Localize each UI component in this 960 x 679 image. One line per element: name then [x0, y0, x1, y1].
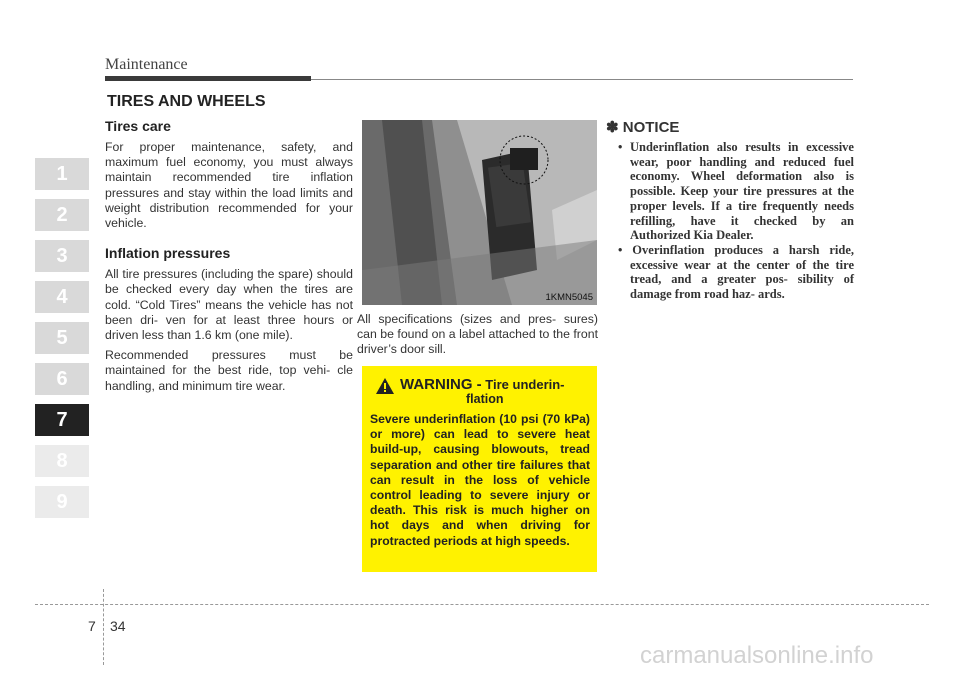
- chapter-tab-7[interactable]: 7: [35, 404, 89, 436]
- tires-care-heading: Tires care: [105, 118, 171, 134]
- photo-caption: 1KMN5045: [545, 292, 593, 303]
- warning-topic-line2: flation: [466, 392, 504, 406]
- chapter-tab-6[interactable]: 6: [35, 363, 89, 395]
- inflation-paragraph-2: Recommended pressures must be maintained for the best ride, top vehi- cle handling, and minimum tire wear.: [105, 348, 353, 393]
- chapter-tabs: [35, 158, 89, 527]
- header-bar: [105, 76, 311, 81]
- warning-triangle-icon: [376, 378, 394, 394]
- footer-chapter-number: 7: [88, 618, 96, 634]
- chapter-tab-1[interactable]: 1: [35, 158, 89, 190]
- watermark: carmanualsonline.info: [640, 642, 874, 669]
- warning-label: WARNING -: [400, 376, 482, 393]
- door-sill-photo: [362, 120, 597, 305]
- chapter-tab-3[interactable]: 3: [35, 240, 89, 272]
- chapter-tab-9[interactable]: 9: [35, 486, 89, 518]
- header-rule: [311, 79, 853, 80]
- chapter-tab-8[interactable]: 8: [35, 445, 89, 477]
- left-column: [105, 118, 353, 399]
- footer-divider: [103, 589, 104, 665]
- chapter-tab-2[interactable]: 2: [35, 199, 89, 231]
- notice-list: [606, 140, 854, 302]
- tires-care-body: For proper maintenance, safety, and maximum fuel economy, you must always maintain recommended tire inflation pressures and stay within the load limits and weight distribution recommended for your vehicle.: [105, 140, 353, 231]
- chapter-tab-4[interactable]: 4: [35, 281, 89, 313]
- spec-text: All specifications (sizes and pres- sures) can be found on a label attached to the front driver’s door sill.: [357, 312, 598, 357]
- warning-body: Severe underinflation (10 psi (70 kPa) or more) can lead to severe heat build-up, causing blowouts, tread separation and other tire failures that can result in the loss of vehicle control leading to severe injury or death. This risk is much higher on hot days and when driving for protracted periods at high speeds.: [370, 412, 590, 548]
- notice-title: ✽ NOTICE: [606, 119, 680, 136]
- warning-heading: [400, 376, 565, 393]
- footer-page-number: 34: [110, 618, 126, 634]
- notice-item: • Overinflation produces a harsh ride, excessive wear at the center of the tire tread, and a greater pos- sibility of damage from road haz- ards.: [606, 243, 854, 302]
- door-sill-illustration: [362, 120, 597, 305]
- footer-rule: [35, 604, 929, 605]
- warning-topic-line1: Tire underin-: [485, 377, 565, 392]
- inflation-heading: Inflation pressures: [105, 245, 231, 262]
- chapter-tab-5[interactable]: 5: [35, 322, 89, 354]
- section-title: TIRES AND WHEELS: [107, 93, 266, 110]
- notice-item: • Underinflation also results in excessive wear, poor handling and reduced fuel economy. Wheel deformation also is possible. Keep your tire pressures at the proper levels. If a tire frequently needs refilling, have it checked by an Authorized Kia Dealer.: [606, 140, 854, 243]
- warning-box: [362, 366, 597, 572]
- inflation-paragraph-1: All tire pressures (including the spare) should be checked every day when the tires are cold. “Cold Tires” means the vehicle has not been dri- ven for at least three hours or driven less than 1.6 km (one mile).: [105, 267, 353, 343]
- notice-section: [606, 118, 854, 302]
- header-title: Maintenance: [105, 56, 188, 73]
